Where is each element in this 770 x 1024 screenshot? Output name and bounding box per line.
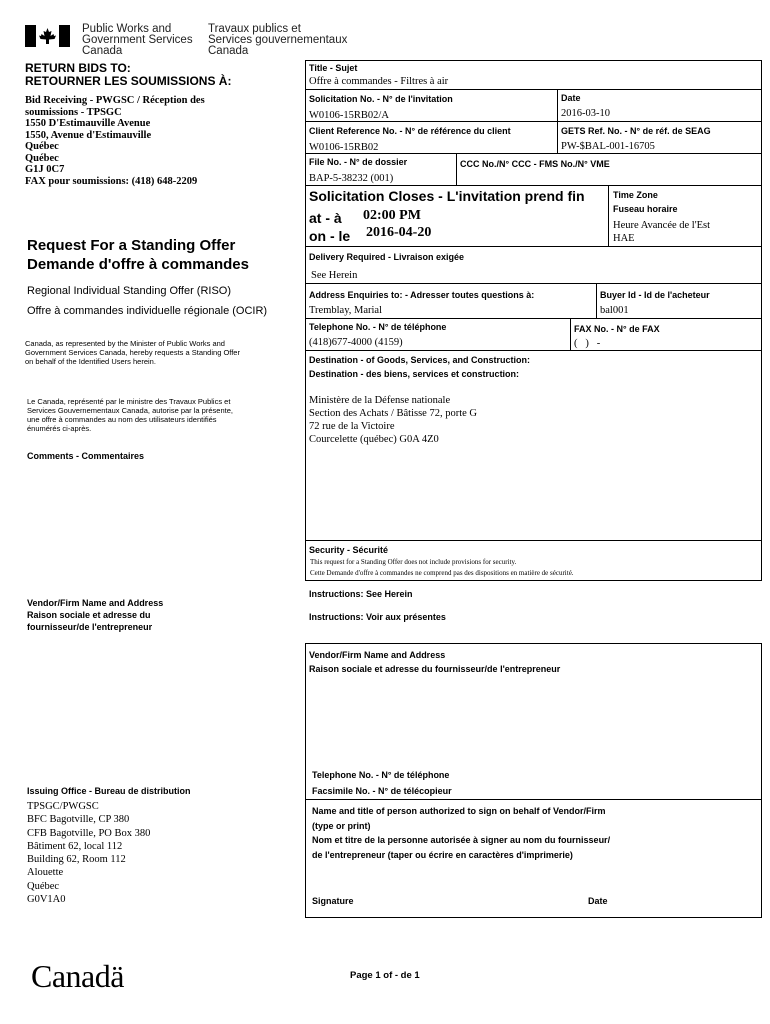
issuing-office-label: Issuing Office - Bureau de distribution (27, 786, 191, 796)
address-line: Québec (25, 152, 59, 164)
request-paragraph-en (25, 339, 240, 366)
tz-label-en: Time Zone (613, 190, 658, 200)
fax-field (570, 318, 762, 351)
destination-field (305, 350, 762, 541)
client-ref-value: W0106-15RB02 (309, 142, 379, 153)
address-line: FAX pour soumissions: (418) 648-2209 (25, 175, 198, 187)
request-type-fr: Offre à commandes individuelle régionale (OCIR) (27, 305, 268, 317)
dept-en-line: Canada (82, 45, 123, 57)
dest-address (309, 394, 477, 446)
return-bids-title (25, 62, 231, 88)
issuing-line: BFC Bagotville, CP 380 (27, 814, 130, 826)
auth-line: (type or print) (312, 820, 371, 831)
client-ref-field (305, 121, 558, 154)
issuing-line: Alouette (27, 867, 64, 879)
fax-value: ( ) - (574, 338, 601, 349)
ccc-field (456, 153, 762, 186)
buyer-id-field (596, 283, 762, 319)
vendor-label-en: Vendor/Firm Name and Address (309, 650, 446, 660)
signature-label: Signature (312, 896, 354, 906)
dest-line: Section des Achats / Bâtisse 72, porte G (309, 408, 477, 419)
gets-field (557, 121, 762, 154)
tel-value: (418)677-4000 (4159) (309, 337, 403, 348)
request-type-en: Regional Individual Standing Offer (RISO) (27, 285, 232, 297)
gets-value: PW-$BAL-001-16705 (561, 141, 655, 152)
vendor-left-line: Raison sociale et adresse du (27, 610, 151, 620)
fax-label: FAX No. - N° de FAX (574, 324, 660, 334)
security-text-fr: Cette Demande d'offre à commandes ne comprend pas des dispositions en matière de sécurité. (310, 569, 574, 577)
vendor-left-line: fournisseur/de l'entrepreneur (27, 622, 153, 632)
vendor-divider (306, 799, 761, 800)
return-bids-address (25, 95, 205, 187)
file-field (305, 153, 457, 186)
page-number: Page 1 of - de 1 (350, 970, 420, 981)
request-paragraph-fr (27, 397, 233, 433)
issuing-line: TPSGC/PWGSC (27, 801, 99, 812)
request-title-en: Request For a Standing Offer (27, 237, 236, 254)
return-bids-title-en: RETURN BIDS TO: (25, 61, 131, 75)
return-bids-title-fr: RETOURNER LES SOUMISSIONS À: (25, 74, 232, 88)
telephone-field (305, 318, 571, 351)
vendor-tel-label: Telephone No. - N° de téléphone (312, 770, 450, 780)
date-label: Date (561, 93, 581, 103)
signature-date-label: Date (588, 896, 608, 906)
solicitation-label: Solicitation No. - N° de l'invitation (309, 94, 453, 104)
buyer-value: bal001 (600, 305, 629, 316)
delivery-field (305, 246, 762, 284)
para-line: Canada, as represented by the Minister of Public Works and (25, 339, 225, 348)
time-zone-field (608, 185, 762, 247)
buyer-label: Buyer Id - Id de l'acheteur (600, 290, 710, 300)
file-value: BAP-5-38232 (001) (309, 173, 394, 184)
auth-line: Name and title of person authorized to sign on behalf of Vendor/Firm (312, 806, 606, 816)
issuing-line: G0V1A0 (27, 894, 66, 906)
address-line: 1550 D'Estimauville Avenue (25, 118, 151, 129)
auth-line: Nom et titre de la personne autorisée à signer au nom du fournisseur/ (312, 835, 611, 845)
security-text-en: This request for a Standing Offer does not include provisions for security. (310, 558, 517, 566)
date-value: 2016-03-10 (561, 108, 610, 119)
security-field (305, 540, 762, 581)
at-value: 02:00 PM (363, 208, 421, 223)
dest-line: Ministère de la Défense nationale (309, 395, 451, 406)
request-title-fr: Demande d'offre à commandes (27, 256, 249, 273)
tz-value: HAE (613, 233, 635, 244)
solicitation-field (305, 89, 558, 122)
issuing-line: CFB Bagotville, PO Box 380 (27, 827, 151, 839)
address-line: soumissions - TPSGC (25, 106, 122, 118)
dest-line: Courcelette (québec) G0A 4Z0 (309, 434, 439, 445)
ccc-label: CCC No./N° CCC - FMS No./N° VME (460, 159, 610, 169)
issuing-line: Building 62, Room 112 (27, 854, 126, 866)
para-line: Le Canada, représenté par le ministre des Travaux Publics et (27, 397, 231, 406)
para-line: Services Gouvernementaux Canada, autorise par la présente, (27, 406, 233, 415)
auth-line: de l'entrepreneur (taper ou écrire en caractères d'imprimerie) (312, 849, 573, 860)
address-enq-label: Address Enquiries to: - Adresser toutes questions à: (309, 290, 535, 300)
instructions-en: Instructions: See Herein (309, 589, 413, 599)
solicitation-closes-field (305, 185, 609, 247)
dept-fr-line: Canada (208, 45, 249, 57)
title-value: Offre à commandes - Filtres à air (309, 76, 449, 87)
vendor-fax-label: Facsimile No. - N° de télécopieur (312, 786, 452, 796)
dept-fr-line: Travaux publics et (208, 23, 301, 35)
address-line: Québec (25, 141, 59, 152)
client-ref-label: Client Reference No. - N° de référence du client (309, 126, 511, 136)
security-label: Security - Sécurité (309, 545, 389, 555)
at-label: at - à (309, 210, 342, 226)
address-enquiries-field (305, 283, 597, 319)
vendor-label-fr: Raison sociale et adresse du fournisseur/de l'entrepreneur (309, 664, 561, 674)
request-type (27, 281, 267, 321)
gets-label: GETS Ref. No. - N° de réf. de SEAG (561, 126, 711, 136)
request-title (27, 236, 249, 274)
dept-fr-line: Services gouvernementaux (208, 34, 348, 46)
delivery-label: Delivery Required - Livraison exigée (309, 252, 465, 262)
para-line: Government Services Canada, hereby requests a Standing Offer (25, 348, 240, 357)
issuing-office-address (27, 800, 150, 906)
title-label: Title - Sujet (309, 63, 358, 73)
tel-label: Telephone No. - N° de téléphone (309, 322, 447, 332)
address-line: Bid Receiving - PWGSC / Réception des (25, 95, 205, 106)
vendor-box (305, 643, 762, 918)
dest-label-fr: Destination - des biens, services et construction: (309, 369, 520, 379)
para-line: une offre à commandes au nom des utilisateurs identifiés (27, 415, 217, 424)
on-label: on - le (309, 228, 351, 244)
dept-en-line: Government Services (82, 34, 193, 46)
comments-label: Comments - Commentaires (27, 451, 145, 461)
address-enq-value: Tremblay, Marial (309, 305, 383, 316)
canada-wordmark: Canadä (31, 958, 124, 994)
solicitation-value: W0106-15RB02/A (309, 110, 389, 121)
para-line: énumérés ci-après. (27, 424, 92, 433)
address-line: 1550, Avenue d'Estimauville (25, 129, 152, 141)
file-label: File No. - N° de dossier (309, 157, 408, 167)
tz-value: Heure Avancée de l'Est (613, 220, 711, 231)
instructions-fr: Instructions: Voir aux présentes (309, 612, 446, 622)
vendor-left-label (27, 597, 163, 633)
address-line: G1J 0C7 (25, 164, 65, 175)
on-value: 2016-04-20 (366, 225, 432, 240)
para-line: on behalf of the Identified Users herein. (25, 357, 156, 366)
dest-label-en: Destination - of Goods, Services, and Construction: (309, 355, 531, 365)
tz-label-fr: Fuseau horaire (613, 204, 678, 214)
dept-en-line: Public Works and (82, 23, 172, 35)
canada-flag-logo (25, 25, 70, 47)
vendor-left-line: Vendor/Firm Name and Address (27, 598, 164, 608)
auth-label (312, 804, 610, 862)
title-field (305, 60, 762, 90)
issuing-line: Bâtiment 62, local 112 (27, 840, 123, 852)
dept-name-en (82, 24, 193, 57)
dest-line: 72 rue de la Victoire (309, 421, 395, 432)
dept-name-fr (208, 24, 347, 57)
issuing-line: Québec (27, 880, 60, 892)
date-field (557, 89, 762, 122)
closes-title: Solicitation Closes - L'invitation prend fin (309, 188, 585, 204)
delivery-value: See Herein (311, 270, 358, 281)
